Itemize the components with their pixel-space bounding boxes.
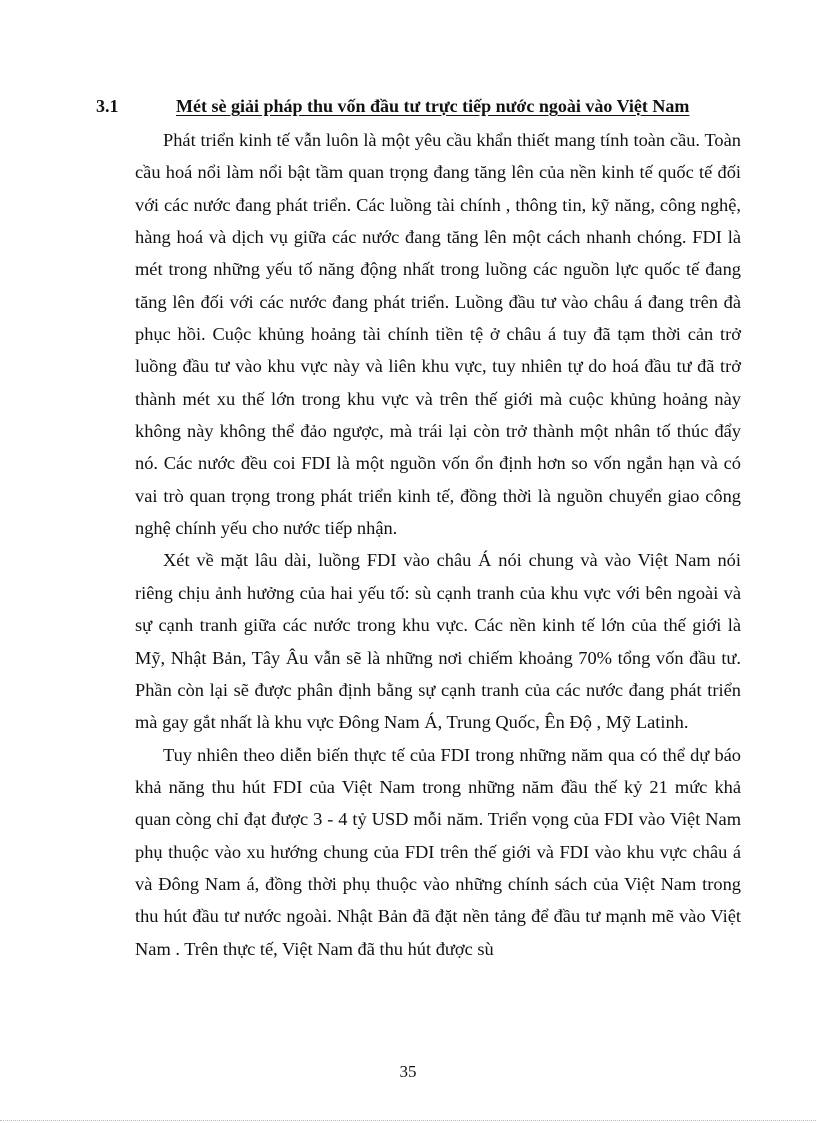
body-text [135, 124, 741, 965]
section-number: 3.1 [96, 96, 119, 116]
paragraph-1: Phát triển kinh tế vẫn luôn là một yêu cầu khẩn thiết mang tính toàn cầu. Toàn cầu hoá nổi làm nổi bật tầm quan trọng đang tăng lên của nền kinh tế quốc tế đối với các nước đang phát triển. Các luồng tài chính , thông tin, kỹ năng, công nghệ, hàng hoá và dịch vụ giữa các nước đang tăng lên một cách nhanh chóng. FDI là mét trong những yếu tố năng động nhất trong luồng các nguồn lực quốc tế đang tăng lên đối với các nước đang phát triển. Luồng đầu tư vào châu á đang trên đà phục hồi. Cuộc khủng hoảng tài chính tiền tệ ở châu á tuy đã tạm thời cản trở luồng đầu tư vào khu vực này và liên khu vực, tuy nhiên tự do hoá đầu tư đã trở thành mét xu thế lớn trong khu vực và trên thế giới mà cuộc khủng hoảng này không này không thể đảo ngược, mà trái lại còn trở thành một nhân tố thúc đẩy nó. Các nước đều coi FDI là một nguồn vốn ổn định hơn so vốn ngắn hạn và có vai trò quan trọng trong phát triển kinh tế, đồng thời là nguồn chuyển giao công nghệ chính yếu cho nước tiếp nhận. [135, 130, 741, 539]
paragraph-3: Tuy nhiên theo diễn biến thực tế của FDI trong những năm qua có thể dự báo khả năng thu hút FDI của Việt Nam trong những năm đầu thế kỷ 21 mức khả quan còng chỉ đạt được 3 - 4 tỷ USD mỗi năm. Triển vọng của FDI vào Việt Nam phụ thuộc vào xu hướng chung của FDI trên thế giới và FDI vào khu vực châu á và Đông Nam á, đồng thời phụ thuộc vào những chính sách của Việt Nam trong thu hút đầu tư nước ngoài. Nhật Bản đã đặt nền tảng để đầu tư mạnh mẽ vào Việt Nam . Trên thực tế, Việt Nam đã thu hút được sù [135, 744, 741, 959]
page-bottom-divider [0, 1120, 816, 1121]
section-heading [96, 96, 746, 122]
paragraph-2: Xét về mặt lâu dài, luồng FDI vào châu Á nói chung và vào Việt Nam nói riêng chịu ảnh hưởng của hai yếu tố: sù cạnh tranh của khu vực với bên ngoài và sự cạnh tranh giữa các nước trong khu vực. Các nền kinh tế lớn của thế giới là Mỹ, Nhật Bản, Tây Âu vẫn sẽ là những nơi chiếm khoảng 70% tổng vốn đầu tư. Phần còn lại sẽ được phân định bằng sự cạnh tranh của các nước đang phát triển mà gay gắt nhất là khu vực Đông Nam Á, Trung Quốc, Ên Độ , Mỹ Latinh. [135, 550, 741, 733]
section-title: Mét sè giải pháp thu vốn đầu tư trực tiếp nước ngoài vào Việt Nam [176, 96, 690, 116]
page-number: 35 [399, 1062, 417, 1081]
